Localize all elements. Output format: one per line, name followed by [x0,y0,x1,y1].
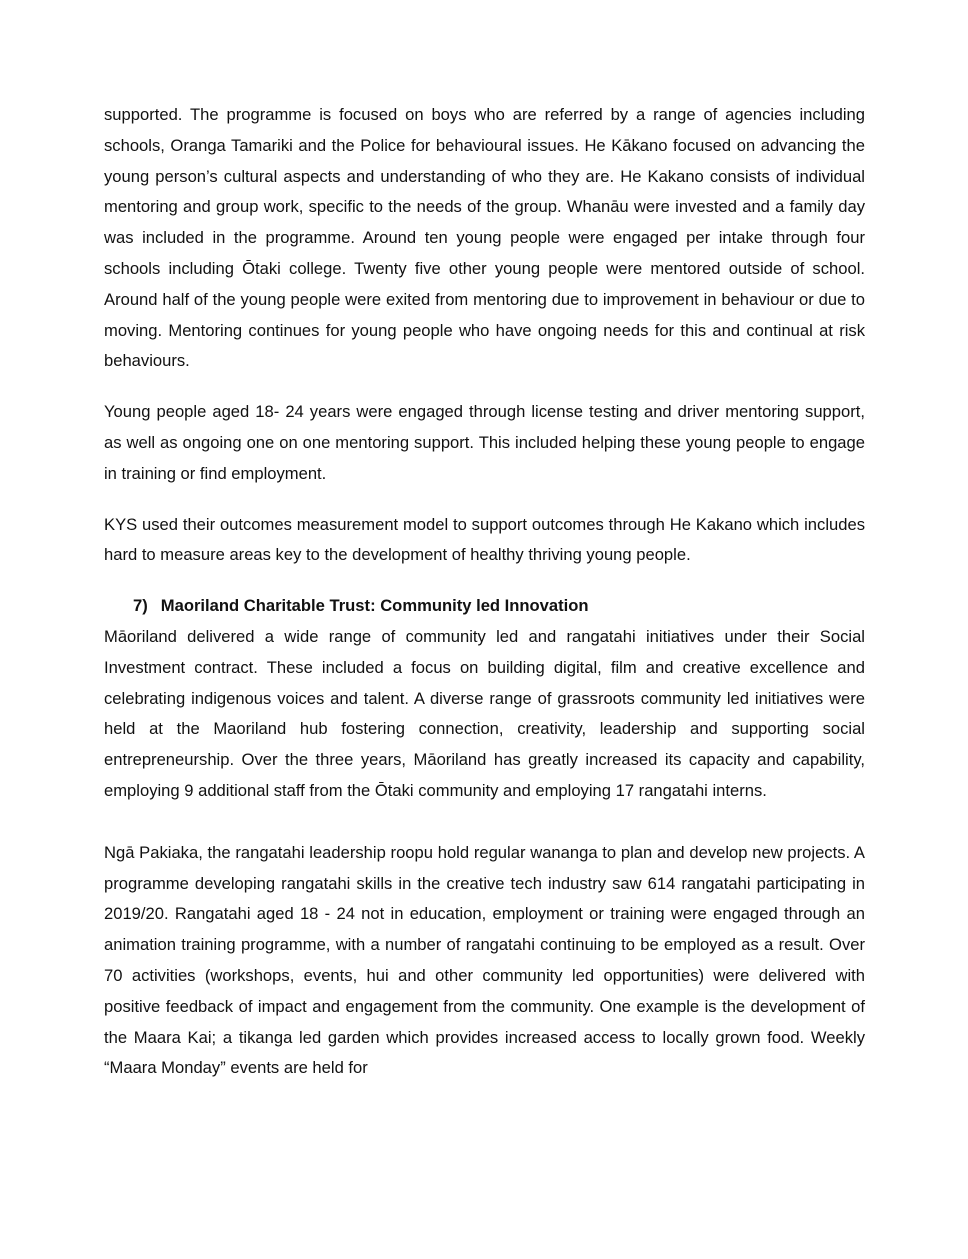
section-number: 7) [133,596,148,616]
paragraph-young-people-driver-mentoring: Young people aged 18- 24 years were engaged through license testing and driver mentoring support, as well as ongoing one on one mentoring support. This included helping these young people to engage in training or find employment. [104,402,865,483]
paragraph-maoriland-initiatives: Māoriland delivered a wide range of community led and rangatahi initiatives under their Social Investment contract. These included a focus on building digital, film and creative excellence and celebrating indigenous voices and talent. A diverse range of grassroots community led initiatives were held at the Maoriland hub fostering connection, creativity, leadership and supporting social entrepreneurship. Over the three years, Māoriland has greatly increased its capacity and capability, employing 9 additional staff from the Ōtaki community and employing 17 rangatahi interns. [104,626,865,800]
section-title: Maoriland Charitable Trust: Community led Innovation [160,596,589,616]
document-body [104,100,865,1084]
paragraph-nga-pakiaka: Ngā Pakiaka, the rangatahi leadership roopu hold regular wananga to plan and develop new projects. A programme developing rangatahi skills in the creative tech industry saw 614 rangatahi participating in 2019/20. Rangatahi aged 18 - 24 not in education, employment or training were engaged through an animation training programme, with a number of rangatahi continuing to be employed as a result. Over 70 activities (workshops, events, hui and other community led opportunities) were delivered with positive feedback of impact and engagement from the community. One example is the development of the Maara Kai; a tikanga led garden which provides increased access to locally grown food. Weekly “Maara Monday” events are held for [104,842,865,1078]
paragraph-he-kakano: supported. The programme is focused on boys who are referred by a range of agencies including schools, Oranga Tamariki and the Police for behavioural issues. He Kākano focused on advancing the young person’s cultural aspects and understanding of who they are. He Kakano consists of individual mentoring and group work, specific to the needs of the group. Whanāu were invested and a family day was included in the programme. Around ten young people were engaged per intake through four schools including Ōtaki college. Twenty five other young people were mentored outside of school. Around half of the young people were exited from mentoring due to improvement in behaviour or due to moving. Mentoring continues for young people who have ongoing needs for this and continual at risk behaviours. [104,105,865,371]
section-heading [104,591,865,622]
paragraph-kys-outcomes: KYS used their outcomes measurement model to support outcomes through He Kakano which includes hard to measure areas key to the development of healthy thriving young people. [104,514,865,565]
